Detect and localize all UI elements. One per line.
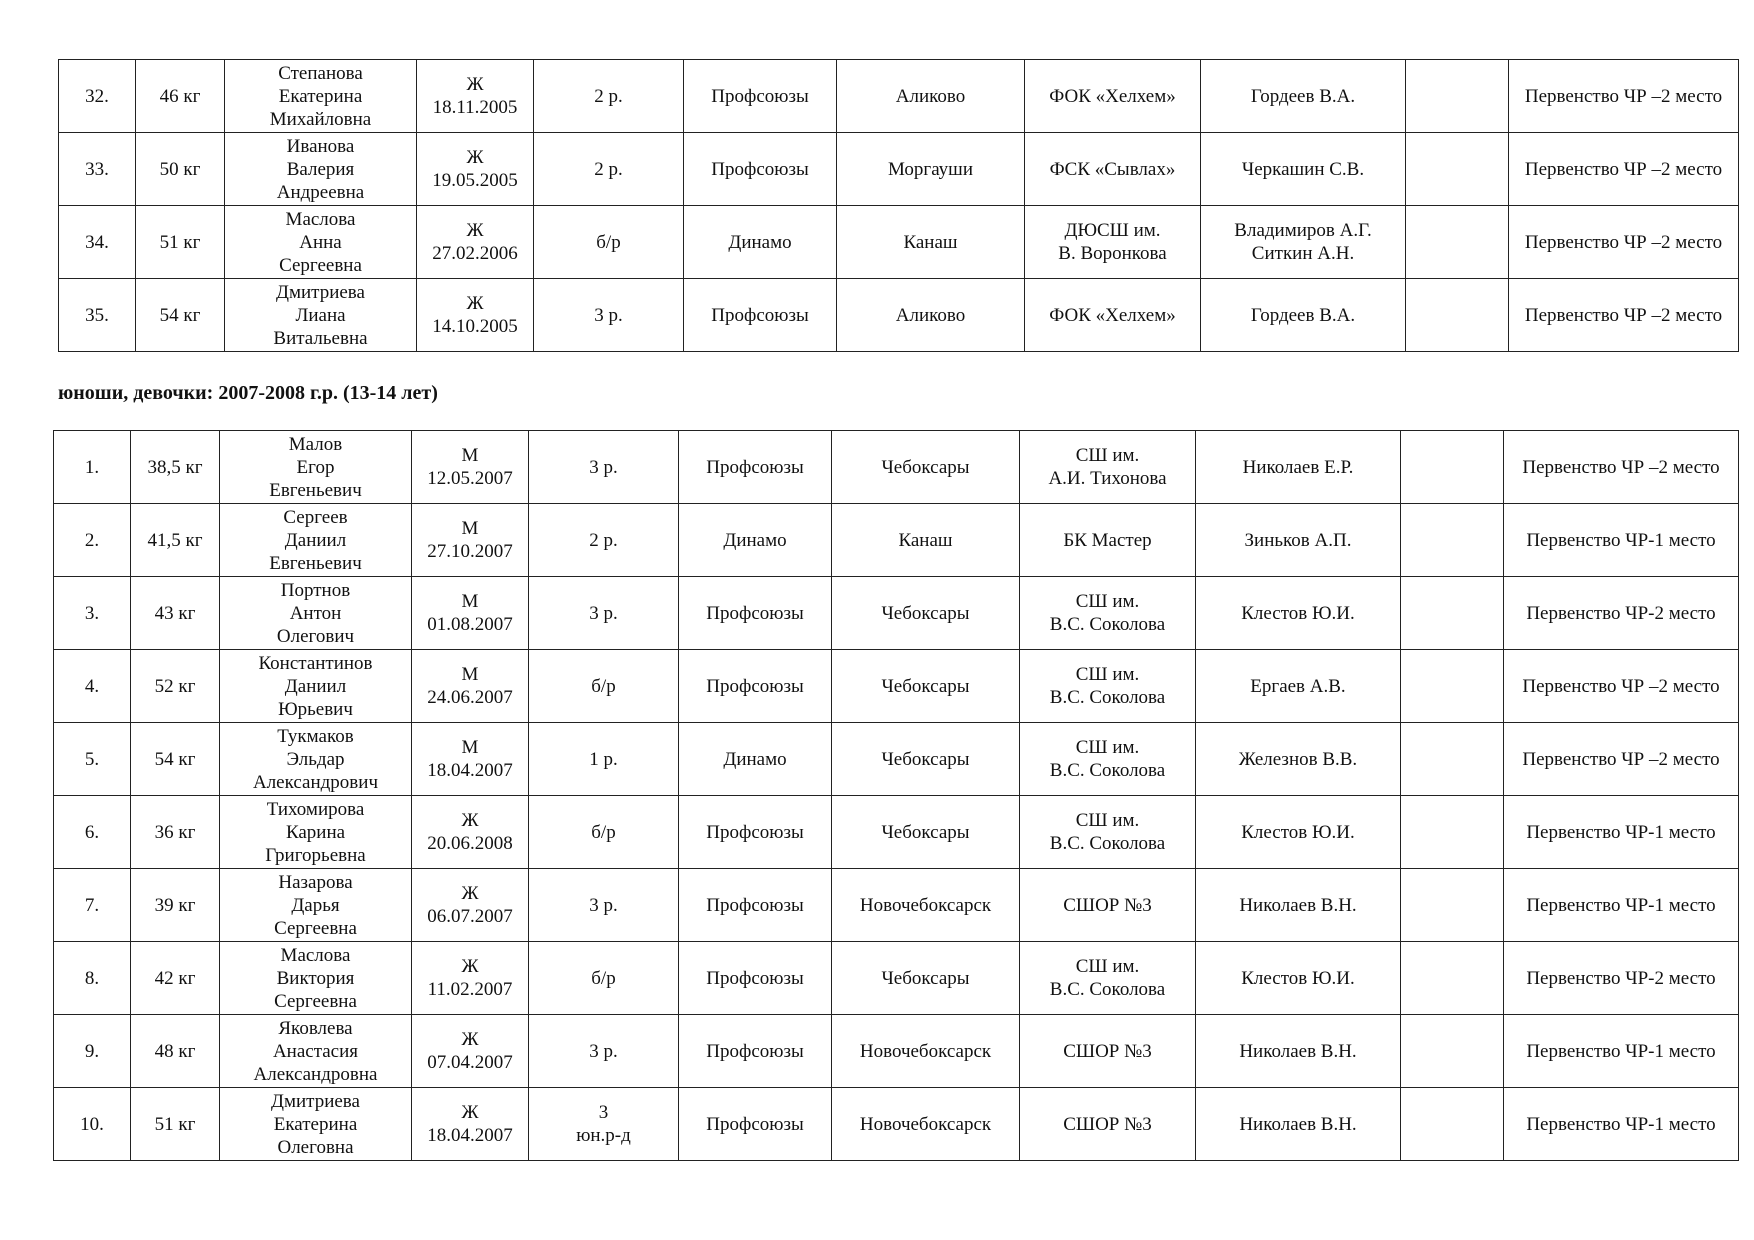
athlete-name: [220, 431, 412, 504]
city: Аликово: [837, 279, 1025, 352]
weight-class: 39 кг: [131, 869, 220, 942]
athlete-name-line: Егор: [296, 456, 335, 478]
school: [1020, 942, 1196, 1015]
athlete-name-line: Яковлева: [278, 1017, 353, 1039]
table-row: [54, 577, 1739, 650]
competition-result: Первенство ЧР-1 место: [1504, 1015, 1739, 1088]
coach-line: Железнов В.В.: [1238, 748, 1358, 770]
coach: [1196, 431, 1401, 504]
school-line: ФОК «Хелхем»: [1049, 85, 1176, 107]
athlete-name: [220, 942, 412, 1015]
athlete-name: [220, 504, 412, 577]
athlete-name-line: Степанова: [278, 62, 363, 84]
extra-column: [1406, 279, 1509, 352]
athlete-name: [225, 133, 417, 206]
athlete-name-line: Олегович: [276, 625, 355, 647]
competition-result: Первенство ЧР-2 место: [1504, 942, 1739, 1015]
extra-column: [1401, 942, 1504, 1015]
sport-rank-line: 2 р.: [594, 158, 623, 180]
sport-rank: [529, 1015, 679, 1088]
extra-column: [1401, 796, 1504, 869]
competition-result: Первенство ЧР-1 место: [1504, 1088, 1739, 1161]
gender-birthdate-line: 01.08.2007: [427, 614, 513, 635]
athlete-name: [220, 723, 412, 796]
extra-column: [1401, 431, 1504, 504]
gender-birthdate-line: Ж: [466, 220, 484, 241]
sport-rank-line: б/р: [596, 231, 621, 253]
coach: [1196, 577, 1401, 650]
table-row: [54, 1015, 1739, 1088]
row-number: 9.: [54, 1015, 131, 1088]
extra-column: [1401, 577, 1504, 650]
gender-birthdate-line: 07.04.2007: [427, 1052, 513, 1073]
athlete-name-line: Иванова: [286, 135, 355, 157]
school-line: В. Воронкова: [1058, 243, 1167, 264]
weight-class: 50 кг: [136, 133, 225, 206]
sport-rank-line: 3 р.: [589, 894, 618, 916]
athlete-name-line: Тукмаков: [277, 725, 354, 747]
gender-birthdate-line: Ж: [466, 147, 484, 168]
gender-birthdate-line: Ж: [461, 883, 479, 904]
athlete-name: [225, 206, 417, 279]
athlete-name-line: Сергеевна: [274, 990, 357, 1012]
coach-line: Николаев В.Н.: [1239, 894, 1357, 916]
coach: [1201, 60, 1406, 133]
athlete-name: [225, 60, 417, 133]
gender-birthdate-line: 06.07.2007: [427, 906, 513, 927]
coach: [1196, 869, 1401, 942]
table-row: [59, 133, 1739, 206]
row-number: 10.: [54, 1088, 131, 1161]
gender-birthdate-line: 18.04.2007: [427, 1125, 513, 1146]
school-line: В.С. Соколова: [1049, 614, 1166, 635]
athlete-name: [220, 1015, 412, 1088]
gender-birthdate-line: Ж: [461, 810, 479, 831]
city: Моргауши: [837, 133, 1025, 206]
school-line: СШ им.: [1075, 737, 1140, 758]
row-number: 35.: [59, 279, 136, 352]
gender-birthdate: [412, 723, 529, 796]
sport-rank: [529, 869, 679, 942]
coach: [1196, 942, 1401, 1015]
sport-rank: [529, 431, 679, 504]
gender-birthdate-line: Ж: [466, 293, 484, 314]
athlete-name: [220, 796, 412, 869]
sport-rank-line: 3 р.: [589, 1040, 618, 1062]
gender-birthdate: [412, 431, 529, 504]
school-line: СШ им.: [1075, 956, 1140, 977]
school: [1020, 504, 1196, 577]
gender-birthdate: [412, 796, 529, 869]
school: [1025, 60, 1201, 133]
athlete-name-line: Олеговна: [277, 1136, 354, 1158]
gender-birthdate-line: 27.10.2007: [427, 541, 513, 562]
weight-class: 54 кг: [131, 723, 220, 796]
table-row: [59, 206, 1739, 279]
weight-class: 54 кг: [136, 279, 225, 352]
coach-line: Гордеев В.А.: [1250, 304, 1356, 326]
gender-birthdate-line: 18.04.2007: [427, 760, 513, 781]
coach: [1196, 650, 1401, 723]
athlete-name-line: Даниил: [284, 529, 347, 551]
school: [1020, 650, 1196, 723]
row-number: 3.: [54, 577, 131, 650]
sport-society: Профсоюзы: [679, 869, 832, 942]
athlete-name: [220, 650, 412, 723]
school: [1020, 1015, 1196, 1088]
gender-birthdate-line: 20.06.2008: [427, 833, 513, 854]
competition-result: Первенство ЧР –2 место: [1504, 723, 1739, 796]
athlete-name-line: Тихомирова: [266, 798, 365, 820]
gender-birthdate-line: М: [461, 445, 479, 466]
competition-result: Первенство ЧР-1 место: [1504, 796, 1739, 869]
athlete-name-line: Даниил: [284, 675, 347, 697]
athlete-name-line: Эльдар: [286, 748, 345, 770]
row-number: 5.: [54, 723, 131, 796]
school-line: СШ им.: [1075, 591, 1140, 612]
sport-society: Профсоюзы: [679, 796, 832, 869]
gender-birthdate-line: Ж: [466, 74, 484, 95]
competition-result: Первенство ЧР –2 место: [1504, 650, 1739, 723]
sport-society: Профсоюзы: [679, 1088, 832, 1161]
sport-society: Профсоюзы: [679, 942, 832, 1015]
gender-birthdate-line: 12.05.2007: [427, 468, 513, 489]
competition-result: Первенство ЧР –2 место: [1509, 60, 1739, 133]
sport-society: Профсоюзы: [679, 577, 832, 650]
athlete-name-line: Анастасия: [272, 1040, 359, 1062]
table-row: [54, 869, 1739, 942]
school: [1020, 796, 1196, 869]
gender-birthdate: [412, 869, 529, 942]
athlete-name-line: Сергеевна: [274, 917, 357, 939]
athlete-name-line: Евгеньевич: [269, 552, 362, 574]
sport-society: Профсоюзы: [679, 1015, 832, 1088]
city: Новочебоксарск: [832, 1015, 1020, 1088]
extra-column: [1401, 1088, 1504, 1161]
coach-line: Ситкин А.Н.: [1251, 243, 1355, 264]
school-line: СШ им.: [1075, 445, 1140, 466]
sport-society: Профсоюзы: [679, 650, 832, 723]
row-number: 33.: [59, 133, 136, 206]
coach-line: Николаев В.Н.: [1239, 1113, 1357, 1135]
school-line: А.И. Тихонова: [1048, 468, 1167, 489]
coach-line: Клестов Ю.И.: [1241, 967, 1355, 989]
coach-line: Николаев В.Н.: [1239, 1040, 1357, 1062]
coach: [1196, 504, 1401, 577]
gender-birthdate: [417, 60, 534, 133]
sport-society: Динамо: [679, 723, 832, 796]
city: Чебоксары: [832, 796, 1020, 869]
sport-society: Профсоюзы: [679, 431, 832, 504]
competition-result: Первенство ЧР –2 место: [1504, 431, 1739, 504]
sport-rank: [529, 504, 679, 577]
weight-class: 41,5 кг: [131, 504, 220, 577]
athlete-name-line: Валерия: [286, 158, 355, 180]
extra-column: [1401, 504, 1504, 577]
gender-birthdate-line: М: [461, 664, 479, 685]
coach: [1196, 1015, 1401, 1088]
weight-class: 38,5 кг: [131, 431, 220, 504]
weight-class: 51 кг: [136, 206, 225, 279]
school-line: БК Мастер: [1063, 529, 1152, 551]
school-line: СШ им.: [1075, 810, 1140, 831]
gender-birthdate-line: Ж: [461, 1102, 479, 1123]
school: [1025, 133, 1201, 206]
sport-rank-line: 3 р.: [589, 602, 618, 624]
gender-birthdate: [412, 1015, 529, 1088]
school-line: В.С. Соколова: [1049, 979, 1166, 1000]
athlete-name-line: Екатерина: [273, 1113, 358, 1135]
coach-line: Ергаев А.В.: [1250, 675, 1346, 697]
city: Чебоксары: [832, 431, 1020, 504]
extra-column: [1401, 1015, 1504, 1088]
competition-result: Первенство ЧР –2 место: [1509, 279, 1739, 352]
city: Чебоксары: [832, 723, 1020, 796]
weight-class: 48 кг: [131, 1015, 220, 1088]
city: Чебоксары: [832, 577, 1020, 650]
gender-birthdate-line: М: [461, 591, 479, 612]
gender-birthdate-line: 18.11.2005: [432, 97, 518, 118]
school-line: В.С. Соколова: [1049, 687, 1166, 708]
school-line: ФОК «Хелхем»: [1049, 304, 1176, 326]
coach: [1196, 1088, 1401, 1161]
coach-line: Владимиров А.Г.: [1234, 220, 1372, 241]
athlete-name: [220, 869, 412, 942]
city: Канаш: [837, 206, 1025, 279]
sport-society: Профсоюзы: [684, 133, 837, 206]
row-number: 2.: [54, 504, 131, 577]
athlete-name-line: Виктория: [276, 967, 355, 989]
gender-birthdate-line: 14.10.2005: [432, 316, 518, 337]
extra-column: [1406, 133, 1509, 206]
coach: [1201, 279, 1406, 352]
weight-class: 52 кг: [131, 650, 220, 723]
school-line: В.С. Соколова: [1049, 760, 1166, 781]
school-line: СШОР №3: [1063, 1113, 1152, 1135]
gender-birthdate: [417, 206, 534, 279]
sport-rank: [529, 796, 679, 869]
sport-rank-line: 1 р.: [589, 748, 618, 770]
coach-line: Клестов Ю.И.: [1241, 821, 1355, 843]
athlete-name-line: Карина: [285, 821, 346, 843]
participants-table-bottom: [53, 430, 1739, 1161]
coach: [1201, 206, 1406, 279]
gender-birthdate-line: 11.02.2007: [427, 979, 513, 1000]
competition-result: Первенство ЧР-2 место: [1504, 577, 1739, 650]
coach-line: Зиньков А.П.: [1244, 529, 1352, 551]
participants-table-top: [58, 59, 1739, 352]
table-row: [54, 431, 1739, 504]
city: Чебоксары: [832, 942, 1020, 1015]
sport-society: Профсоюзы: [684, 60, 837, 133]
athlete-name-line: Александрович: [252, 771, 379, 793]
sport-rank-line: 3 р.: [589, 456, 618, 478]
coach: [1196, 723, 1401, 796]
section-heading: юноши, девочки: 2007-2008 г.р. (13-14 лет): [58, 382, 438, 404]
sport-society: Динамо: [684, 206, 837, 279]
gender-birthdate-line: Ж: [461, 956, 479, 977]
coach-line: Гордеев В.А.: [1250, 85, 1356, 107]
row-number: 4.: [54, 650, 131, 723]
gender-birthdate-line: 24.06.2007: [427, 687, 513, 708]
athlete-name: [225, 279, 417, 352]
row-number: 1.: [54, 431, 131, 504]
gender-birthdate: [417, 133, 534, 206]
sport-rank-line: 3: [598, 1102, 609, 1123]
table-row: [54, 723, 1739, 796]
competition-result: Первенство ЧР –2 место: [1509, 206, 1739, 279]
row-number: 34.: [59, 206, 136, 279]
city: Новочебоксарск: [832, 1088, 1020, 1161]
sport-rank-line: б/р: [591, 821, 616, 843]
gender-birthdate: [417, 279, 534, 352]
sport-rank-line: б/р: [591, 967, 616, 989]
athlete-name-line: Портнов: [280, 579, 351, 601]
sport-society: Профсоюзы: [684, 279, 837, 352]
table-row: [54, 796, 1739, 869]
row-number: 32.: [59, 60, 136, 133]
competition-result: Первенство ЧР –2 место: [1509, 133, 1739, 206]
weight-class: 36 кг: [131, 796, 220, 869]
school-line: СШОР №3: [1063, 894, 1152, 916]
sport-rank: [534, 133, 684, 206]
athlete-name-line: Малов: [288, 433, 343, 455]
coach-line: Клестов Ю.И.: [1241, 602, 1355, 624]
school: [1025, 279, 1201, 352]
athlete-name-line: Михайловна: [269, 108, 372, 130]
athlete-name-line: Евгеньевич: [269, 479, 362, 501]
table-row: [59, 279, 1739, 352]
row-number: 6.: [54, 796, 131, 869]
gender-birthdate: [412, 577, 529, 650]
athlete-name-line: Маслова: [280, 944, 351, 966]
athlete-name: [220, 1088, 412, 1161]
weight-class: 51 кг: [131, 1088, 220, 1161]
sport-rank: [529, 650, 679, 723]
table-row: [54, 650, 1739, 723]
gender-birthdate-line: М: [461, 518, 479, 539]
athlete-name-line: Юрьевич: [278, 698, 353, 720]
school: [1020, 577, 1196, 650]
gender-birthdate-line: 27.02.2006: [432, 243, 518, 264]
athlete-name-line: Сергеев: [283, 506, 348, 528]
sport-rank: [534, 206, 684, 279]
coach: [1196, 796, 1401, 869]
extra-column: [1401, 723, 1504, 796]
extra-column: [1401, 869, 1504, 942]
school: [1020, 1088, 1196, 1161]
gender-birthdate: [412, 942, 529, 1015]
athlete-name-line: Анна: [299, 231, 342, 253]
athlete-name-line: Константинов: [258, 652, 373, 674]
coach-line: Черкашин С.В.: [1241, 158, 1365, 180]
sport-rank-line: 3 р.: [594, 304, 623, 326]
athlete-name-line: Лиана: [295, 304, 346, 326]
school: [1020, 869, 1196, 942]
sport-rank: [529, 577, 679, 650]
sport-rank-line: юн.р-д: [576, 1125, 631, 1146]
sport-rank: [534, 60, 684, 133]
school-line: В.С. Соколова: [1049, 833, 1166, 854]
athlete-name: [220, 577, 412, 650]
school: [1020, 723, 1196, 796]
gender-birthdate: [412, 504, 529, 577]
table-row: [54, 1088, 1739, 1161]
school-line: ДЮСШ им.: [1064, 220, 1161, 241]
sport-rank: [534, 279, 684, 352]
athlete-name-line: Андреевна: [276, 181, 365, 203]
sport-rank-line: 2 р.: [594, 85, 623, 107]
athlete-name-line: Витальевна: [273, 327, 368, 349]
weight-class: 46 кг: [136, 60, 225, 133]
school: [1025, 206, 1201, 279]
school-line: ФСК «Сывлах»: [1049, 158, 1176, 180]
athlete-name-line: Дарья: [291, 894, 340, 916]
gender-birthdate-line: М: [461, 737, 479, 758]
city: Новочебоксарск: [832, 869, 1020, 942]
school-line: СШОР №3: [1063, 1040, 1152, 1062]
sport-rank-line: 2 р.: [589, 529, 618, 551]
sport-rank: [529, 723, 679, 796]
athlete-name-line: Григорьевна: [265, 844, 366, 866]
table-row: [59, 60, 1739, 133]
coach-line: Николаев Е.Р.: [1242, 456, 1354, 478]
gender-birthdate: [412, 1088, 529, 1161]
athlete-name-line: Маслова: [285, 208, 356, 230]
gender-birthdate: [412, 650, 529, 723]
gender-birthdate-line: Ж: [461, 1029, 479, 1050]
athlete-name-line: Назарова: [278, 871, 353, 893]
extra-column: [1406, 60, 1509, 133]
table-body: [59, 60, 1739, 352]
weight-class: 42 кг: [131, 942, 220, 1015]
gender-birthdate-line: 19.05.2005: [432, 170, 518, 191]
city: Аликово: [837, 60, 1025, 133]
competition-result: Первенство ЧР-1 место: [1504, 869, 1739, 942]
sport-rank: [529, 942, 679, 1015]
table-row: [54, 942, 1739, 1015]
competition-result: Первенство ЧР-1 место: [1504, 504, 1739, 577]
extra-column: [1406, 206, 1509, 279]
row-number: 8.: [54, 942, 131, 1015]
coach: [1201, 133, 1406, 206]
table-body: [54, 431, 1739, 1161]
athlete-name-line: Дмитриева: [271, 1090, 360, 1112]
sport-rank-line: б/р: [591, 675, 616, 697]
extra-column: [1401, 650, 1504, 723]
city: Чебоксары: [832, 650, 1020, 723]
sport-rank: [529, 1088, 679, 1161]
city: Канаш: [832, 504, 1020, 577]
sport-society: Динамо: [679, 504, 832, 577]
athlete-name-line: Сергеевна: [279, 254, 362, 276]
athlete-name-line: Дмитриева: [276, 281, 365, 303]
school-line: СШ им.: [1075, 664, 1140, 685]
athlete-name-line: Александровна: [253, 1063, 378, 1085]
school: [1020, 431, 1196, 504]
table-row: [54, 504, 1739, 577]
athlete-name-line: Антон: [289, 602, 342, 624]
weight-class: 43 кг: [131, 577, 220, 650]
row-number: 7.: [54, 869, 131, 942]
athlete-name-line: Екатерина: [278, 85, 363, 107]
